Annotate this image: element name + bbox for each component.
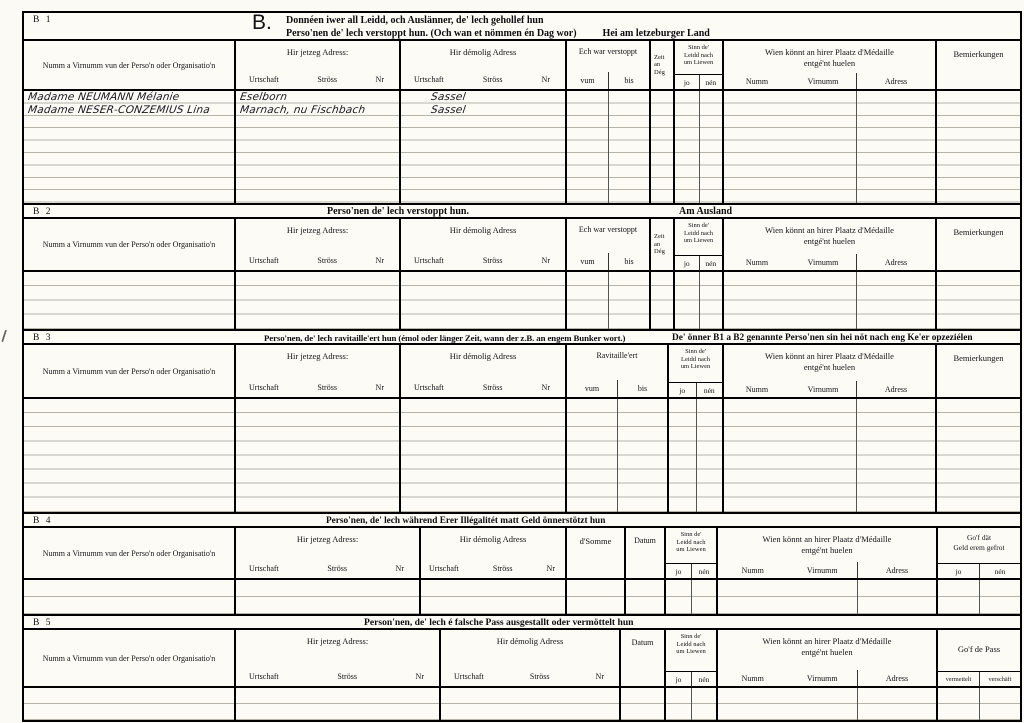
sub-header-stross: Ströss [317, 383, 337, 392]
sub-header-adress: Adress [884, 257, 908, 267]
form-b [22, 11, 1022, 722]
column-header-somme [567, 528, 626, 578]
medal-label-2: entgé'nt huelen [803, 58, 856, 68]
sub-header-nr: Nr [541, 256, 550, 265]
body-col-numm-virnumm [718, 580, 858, 614]
section-title: Perso'nen, de' lech während Erer Illégalitét matt Geld önnerstötzt hun [326, 515, 606, 526]
sub-header-urtschaft: Urtschaft [414, 256, 444, 265]
sub-header-urtschaft: Urtschaft [429, 564, 459, 573]
sub-header-stross: Ströss [337, 672, 357, 681]
remarks-label: Bemierkungen [953, 227, 1004, 237]
sub-header-bis: bis [608, 253, 649, 270]
column-header-current-address [236, 41, 401, 89]
column-header-still-alive [666, 630, 718, 686]
handwritten-entry: Sassel [430, 103, 467, 116]
section-b5-body [24, 688, 1020, 720]
sub-header-numm: Numm [741, 673, 764, 683]
sub-header-nen: nén [979, 564, 1020, 578]
sub-header-nen: nén [691, 672, 716, 686]
sub-header-stross: Ströss [482, 75, 503, 84]
alive-label-3: um Liewen [680, 363, 711, 371]
body-col-remarks [937, 91, 1020, 203]
section-title: Perso'nen, de' lech ravitaille'ert hun (émol oder länger Zeit, wann der z.B. an engem Bunker wort.) [264, 333, 626, 343]
body-col-current-address [236, 580, 421, 614]
sub-header-numm: Numm [745, 257, 769, 267]
sub-header-jo: jo [675, 674, 682, 684]
sub-header-numm: Numm [745, 76, 769, 86]
medal-label-1: Wien könnt an hirer Plaatz d'Médaille [762, 534, 892, 544]
body-col-former-address [401, 399, 567, 512]
sub-header-stross: Ströss [317, 256, 337, 265]
sub-header-bis: bis [608, 72, 649, 89]
column-header-medal-recipient [718, 528, 938, 578]
handwritten-entry: Marnach, nu Fischbach [239, 103, 367, 116]
datum-label: Datum [634, 536, 656, 545]
body-col-jo [675, 272, 700, 329]
section-b3-title-row [24, 331, 1020, 345]
section-id: B 3 [33, 333, 53, 343]
sub-header-vum: vum [580, 76, 595, 85]
column-header-remarks [937, 41, 1020, 89]
sub-header-urtschaft: Urtschaft [249, 75, 279, 84]
sub-header-stross: Ströss [482, 256, 503, 265]
body-col-vum [567, 91, 609, 203]
section-title-line1: Donnéen iwer all Leidd, och Auslänner, de' lech gehollef hun [286, 15, 544, 26]
body-col-name [24, 688, 236, 720]
sub-header-nen: nén [699, 256, 723, 270]
body-col-former-address [421, 580, 567, 614]
body-col-numm-virnumm [718, 688, 858, 720]
former-address-label: Hir démolig Adress [459, 534, 527, 544]
body-col-former-address [401, 272, 567, 329]
sub-header-stross: Ströss [327, 564, 347, 573]
section-title-line2: Perso'nen de' lech verstoppt hun. (Och wan et nömmen én Dag wor) [286, 28, 577, 39]
remarks-label: Bemierkungen [953, 353, 1004, 363]
former-address-label: Hir démolig Adress [496, 636, 564, 646]
section-id: B 2 [33, 207, 53, 217]
sub-header-vum: vum [580, 257, 595, 266]
column-header-medal-recipient [724, 41, 937, 89]
alive-label-1: Sinn de' [680, 531, 702, 538]
body-col-numm-virnumm [724, 399, 857, 512]
body-col-current-address [236, 399, 401, 512]
body-col-remarks [937, 399, 1020, 512]
sub-header-nen: nén [699, 75, 723, 89]
section-b1-body [24, 91, 1020, 203]
section-b3-header-row [24, 345, 1020, 399]
money-returned-label-1: Go'f dät [966, 533, 992, 542]
zeit-label-3: Dég [654, 248, 665, 256]
handwritten-entry: Madame NEUMANN Mélanie [27, 91, 181, 103]
current-address-label: Hir jetzeg Adress: [286, 351, 349, 361]
sub-header-stross: Ströss [529, 672, 550, 681]
sub-header-nr: Nr [546, 564, 555, 573]
current-address-label: Hir jetzeg Adress: [286, 47, 349, 57]
column-header-name: Numm a Virnumm vun der Perso'n oder Organisatio'n [24, 219, 236, 270]
body-col-numm-virnumm [724, 272, 857, 329]
section-b4-title-row [24, 514, 1020, 528]
section-b3-body [24, 399, 1020, 512]
column-header-pass-provided [938, 630, 1020, 686]
medal-label-1: Wien könnt an hirer Plaatz d'Médaille [762, 636, 892, 646]
body-col-vum [567, 272, 609, 329]
column-header-current-address [236, 528, 421, 578]
section-id: B 5 [33, 618, 53, 628]
body-col-current-address [236, 272, 401, 329]
alive-label-2: Leidd nach [680, 355, 711, 363]
section-b1-header-row [24, 41, 1020, 91]
sub-header-bis: bis [617, 380, 667, 397]
section-b2 [24, 205, 1020, 331]
body-col-adress [857, 272, 937, 329]
body-col-name [24, 399, 236, 512]
remarks-label: Bemierkungen [953, 49, 1004, 59]
alive-label-1: Sinn de' [685, 348, 706, 355]
column-header-name: Numm a Virnumm vun der Perso'n oder Organisatio'n [24, 630, 236, 686]
body-col-adress [857, 399, 937, 512]
column-header-hidden-period [567, 219, 651, 270]
section-b2-title-row [24, 205, 1020, 219]
sub-header-verschaft: verschäft [979, 672, 1020, 686]
section-b3 [24, 331, 1020, 514]
zeit-label-3: Dég [654, 68, 665, 76]
section-title-note: Am Ausland [679, 205, 733, 217]
section-title [286, 14, 710, 40]
body-col-bis [609, 91, 651, 203]
alive-label-3: um Liewen [676, 648, 706, 656]
sub-header-jo: jo [955, 566, 962, 576]
zeit-label-1: Zeit [654, 233, 665, 241]
column-header-remarks [937, 219, 1020, 270]
body-col-nen [697, 399, 724, 512]
zeit-label-2: an [654, 240, 661, 248]
sub-header-adress: Adress [885, 673, 909, 683]
sub-header-nr: Nr [541, 383, 550, 392]
section-id: B 4 [33, 516, 53, 526]
body-col-datum [626, 580, 666, 614]
sub-header-urtschaft: Urtschaft [249, 256, 279, 265]
body-col-numm-virnumm [724, 91, 857, 203]
body-col-current-address [236, 91, 401, 203]
sub-header-numm: Numm [741, 565, 764, 575]
body-col-zeit [651, 91, 675, 203]
form-letter: B. [252, 11, 272, 34]
body-col-jo [669, 399, 697, 512]
body-col-somme [567, 580, 626, 614]
sub-header-nr: Nr [375, 256, 384, 265]
column-header-former-address [401, 345, 567, 397]
sub-header-virnumm: Virnumm [807, 384, 839, 394]
hidden-period-label: Ech war verstoppt [578, 225, 638, 234]
body-col-nen [700, 272, 724, 329]
column-header-datum [621, 630, 666, 686]
column-header-still-alive [675, 41, 724, 89]
medal-label-2: entgé'nt huelen [803, 362, 856, 372]
column-header-ravitaille [567, 345, 669, 397]
column-header-name: Numm a Virnumm vun der Perso'n oder Organisatio'n [24, 345, 236, 397]
section-title: Person'nen, de' lech é falsche Pass ausgestallt oder vermöttelt hun [364, 617, 634, 628]
alive-label-2: Leidd nach [683, 229, 714, 237]
column-header-former-address [441, 630, 621, 686]
sub-header-nr: Nr [375, 75, 384, 84]
medal-label-1: Wien könnt an hirer Plaatz d'Médaille [765, 351, 894, 361]
body-col-bis [618, 399, 669, 512]
sub-header-vum: vum [584, 384, 600, 393]
section-b2-header-row [24, 219, 1020, 272]
alive-label-1: Sinn de' [688, 222, 709, 229]
alive-label-2: Leidd nach [676, 640, 706, 648]
column-header-remarks [937, 345, 1020, 397]
former-address-label: Hir démolig Adress [449, 225, 517, 235]
sub-header-urtschaft: Urtschaft [249, 383, 279, 392]
alive-label-3: um Liewen [683, 59, 714, 67]
sub-header-virnumm: Virnumm [807, 257, 839, 267]
column-header-still-alive [666, 528, 718, 578]
section-b4-header-row [24, 528, 1020, 580]
zeit-label-2: an [654, 61, 661, 69]
sub-header-virnumm: Virnumm [806, 565, 838, 575]
section-b2-body [24, 272, 1020, 329]
sub-header-nr: Nr [595, 672, 604, 681]
column-header-current-address [236, 630, 441, 686]
datum-label: Datum [631, 638, 654, 647]
sub-header-adress: Adress [884, 76, 908, 86]
sub-header-nen: nén [691, 564, 716, 578]
alive-label-2: Leidd nach [676, 538, 706, 546]
column-header-still-alive [675, 219, 724, 270]
body-col-former-address [441, 688, 621, 720]
pass-provided-label: Go'f de Pass [957, 644, 1001, 654]
sub-header-virnumm: Virnumm [806, 673, 838, 683]
column-header-name: Numm a Virnumm vun der Perso'n oder Organisatio'n [24, 41, 236, 89]
sub-header-adress: Adress [885, 565, 909, 575]
sub-header-numm: Numm [745, 384, 769, 394]
hidden-period-label: Ech war verstoppt [578, 47, 638, 56]
column-header-former-address [421, 528, 567, 578]
current-address-label: Hir jetzeg Adress: [296, 534, 359, 544]
column-header-current-address [236, 345, 401, 397]
body-col-nen [692, 688, 718, 720]
body-col-vum [567, 399, 618, 512]
section-b4 [24, 514, 1020, 616]
sub-header-nr: Nr [541, 75, 550, 84]
body-col-current-address [236, 688, 441, 720]
sub-header-urtschaft: Urtschaft [249, 672, 279, 681]
current-address-label: Hir jetzeg Adress: [306, 636, 369, 646]
section-b5-title-row [24, 616, 1020, 630]
sub-header-stross: Ströss [492, 564, 513, 573]
body-col-remarks [937, 272, 1020, 329]
section-b1-title-row [24, 13, 1020, 41]
column-header-hidden-period [567, 41, 651, 89]
section-title: Perso'nen de' lech verstoppt hun. [327, 205, 469, 217]
current-address-label: Hir jetzeg Adress: [286, 225, 349, 235]
alive-label-2: Leidd nach [683, 51, 714, 59]
sub-header-nr: Nr [375, 383, 384, 392]
alive-label-3: um Liewen [676, 546, 706, 554]
section-b1 [24, 13, 1020, 205]
sub-header-adress: Adress [884, 384, 908, 394]
body-col-jo [675, 91, 700, 203]
medal-label-2: entgé'nt huelen [801, 545, 853, 555]
section-id: B 1 [33, 15, 53, 25]
column-header-medal-recipient [724, 219, 937, 270]
ravitaille-label: Ravitaille'ert [596, 351, 638, 360]
sub-header-jo: jo [683, 77, 690, 87]
column-header-still-alive [669, 345, 724, 397]
body-col-gof-jo [938, 580, 980, 614]
body-col-verschaft [980, 688, 1020, 720]
sub-header-stross: Ströss [317, 75, 337, 84]
column-header-money-returned [938, 528, 1020, 578]
handwritten-entry: Madame NESER-CONZEMIUS Lina [27, 103, 211, 116]
sub-header-nr: Nr [415, 672, 424, 681]
handwritten-entry: Eselborn [239, 91, 288, 103]
body-col-adress [857, 91, 937, 203]
column-header-zeit-an-deg [651, 41, 675, 89]
sub-header-urtschaft: Urtschaft [249, 564, 279, 573]
section-b5 [24, 616, 1020, 720]
medal-label-2: entgé'nt huelen [801, 647, 853, 657]
section-b4-body [24, 580, 1020, 614]
medal-label-1: Wien könnt an hirer Plaatz d'Médaille [765, 225, 894, 235]
alive-label-3: um Liewen [683, 237, 714, 245]
medal-label-2: entgé'nt huelen [803, 236, 856, 246]
column-header-zeit-an-deg [651, 219, 675, 270]
section-b5-header-row [24, 630, 1020, 688]
handwritten-entry: Sassel [430, 91, 467, 103]
sub-header-jo: jo [683, 258, 690, 268]
sub-header-urtschaft: Urtschaft [454, 672, 484, 681]
body-col-name [24, 580, 236, 614]
column-header-former-address [401, 219, 567, 270]
column-header-medal-recipient [718, 630, 938, 686]
alive-label-1: Sinn de' [680, 633, 702, 640]
column-header-name: Numm a Virnumm vun der Perso'n oder Organisatio'n [24, 528, 236, 578]
body-col-adress [858, 688, 938, 720]
body-col-jo [666, 688, 692, 720]
body-col-former-address [401, 91, 567, 203]
former-address-label: Hir démolig Adress [449, 351, 517, 361]
sub-header-vermettelt: vermettelt [945, 675, 972, 683]
body-col-nen [700, 91, 724, 203]
alive-label-1: Sinn de' [688, 44, 709, 51]
sub-header-jo: jo [675, 566, 682, 576]
section-title-note: Hei am letzeburger Land [602, 28, 710, 39]
body-col-nen [692, 580, 718, 614]
section-title-note: De' önner B1 a B2 genannte Perso'nen sin hei nöt nach eng Ke'er opzeziélen [672, 332, 973, 343]
medal-label-1: Wien könnt an hirer Plaatz d'Médaille [765, 47, 894, 57]
sub-header-stross: Ströss [482, 383, 503, 392]
sub-header-urtschaft: Urtschaft [414, 75, 444, 84]
sub-header-nr: Nr [395, 564, 404, 573]
body-col-bis [609, 272, 651, 329]
sub-header-virnumm: Virnumm [807, 76, 839, 86]
body-col-name [24, 91, 236, 203]
sub-header-jo: jo [679, 385, 686, 395]
column-header-medal-recipient [724, 345, 937, 397]
sub-header-urtschaft: Urtschaft [414, 383, 444, 392]
body-col-name [24, 272, 236, 329]
zeit-label-1: Zeit [654, 53, 665, 61]
somme-label: d'Somme [579, 536, 612, 546]
former-address-label: Hir démolig Adress [449, 47, 517, 57]
column-header-current-address [236, 219, 401, 270]
sub-header-nen: nén [696, 383, 723, 397]
body-col-vermettelt [938, 688, 980, 720]
money-returned-label-2: Geld erem gefrot [953, 543, 1005, 552]
body-col-jo [666, 580, 692, 614]
body-col-adress [858, 580, 938, 614]
body-col-datum [621, 688, 666, 720]
body-col-gof-nen [980, 580, 1020, 614]
margin-pencil-mark [1, 329, 11, 343]
body-col-zeit [651, 272, 675, 329]
column-header-former-address [401, 41, 567, 89]
column-header-datum [626, 528, 666, 578]
